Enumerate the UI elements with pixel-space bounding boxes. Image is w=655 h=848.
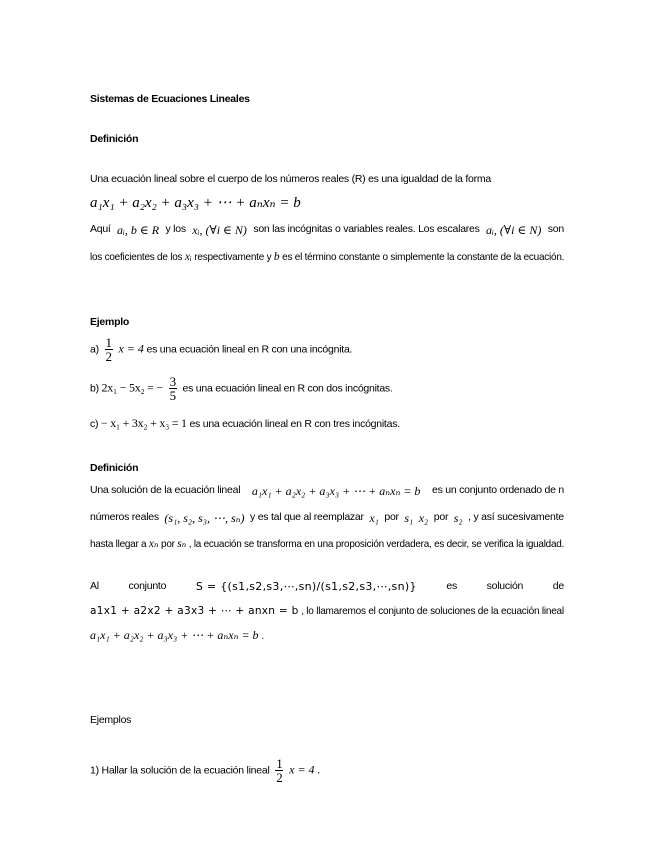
sol3-text-2: , la ecuación se transforma en una proposición verdadera, es decir, se verifica la igualdad.: [188, 538, 565, 550]
definition-heading-1: Definición: [90, 133, 139, 145]
definition-line-aqui: [90, 223, 564, 238]
example-b-text: es una ecuación lineal en R con dos incógnitas.: [182, 382, 393, 395]
example-b-math: 2x₁ − 5x₂ = −: [101, 380, 163, 395]
coef-text-1: los coeficientes de los: [90, 251, 183, 263]
solution-set-expression: S = {(s1,s2,s3,⋯,sn)/(s1,s2,s3,⋯,sn)}: [195, 580, 417, 593]
coef-text-2: respectivamente y: [194, 251, 272, 263]
sol2-por-1: por: [384, 511, 399, 523]
aqui-math-2: xᵢ, (∀i ∈ N): [192, 223, 247, 237]
definition-line-coeficientes: [90, 249, 564, 264]
example-c: [90, 416, 400, 431]
example-a-fraction: [105, 336, 113, 363]
example-a-math: x = 4: [118, 341, 144, 356]
set-word-conjunto: conjunto: [128, 580, 167, 592]
examples-item-1-math: x = 4 .: [289, 762, 321, 777]
definition-intro: Una ecuación lineal sobre el cuerpo de los números reales (R) es una igualdad de la forma: [90, 173, 491, 185]
solution-set-text: , lo llamaremos el conjunto de soluciones de la ecuación lineal: [301, 605, 564, 617]
solution-def-line-2: [90, 511, 564, 526]
example-c-text: es una ecuación lineal en R con tres incógnitas.: [189, 418, 400, 430]
sol2-s2: s₂: [453, 511, 463, 525]
example-a-label: a): [90, 343, 99, 356]
solution-def-line-1: [90, 484, 564, 499]
example-a-text: es una ecuación lineal en R con una incógnita.: [146, 343, 353, 356]
fraction-numerator: 3: [169, 374, 176, 389]
sol2-text-2: y es tal que al reemplazar: [250, 511, 364, 523]
solution-set-line-3: [90, 628, 264, 643]
set-word-es: es: [446, 580, 457, 592]
sol2-s1: s₁: [404, 511, 414, 525]
example-b-label: b): [90, 382, 99, 395]
sol2-por-2: por: [433, 511, 449, 523]
fraction-numerator: 1: [105, 335, 112, 350]
definition-heading-2: Definición: [90, 462, 139, 474]
sol-math-1: a₁x₁ + a₂x₂ + a₃x₃ + ⋯ + aₙxₙ = b: [251, 484, 421, 498]
sol2-text-1: números reales: [90, 511, 159, 523]
set-word-al: Al: [90, 580, 99, 592]
fraction-denominator: 2: [105, 349, 112, 364]
sol-text-1: Una solución de la ecuación lineal: [90, 484, 241, 496]
coef-text-3: es el término constante o simplemente la constante de la ecuación.: [282, 251, 565, 263]
solution-set-equation-2: a₁x₁ + a₂x₂ + a₃x₃ + ⋯ + aₙxₙ = b: [90, 628, 259, 642]
coef-math-2: b: [273, 249, 280, 263]
sol-text-2: es un conjunto ordenado de n: [432, 484, 564, 496]
fraction-denominator: 5: [169, 388, 176, 403]
example-b-fraction: [169, 375, 177, 402]
set-word-solucion: solución: [486, 580, 524, 592]
sol2-x1: x₁: [369, 511, 379, 525]
solution-set-line-2: [90, 604, 564, 617]
sol2-x2: x₂: [418, 511, 429, 525]
sol3-por: por: [161, 538, 175, 550]
set-word-de: de: [552, 580, 564, 592]
general-linear-equation: a₁x₁ + a₂x₂ + a₃x₃ + ⋯ + aₙxₙ = b: [90, 195, 301, 211]
aqui-text-3: son: [547, 223, 564, 235]
sol3-sn: sₙ: [177, 536, 187, 550]
example-a: [90, 336, 352, 363]
fraction-numerator: 1: [276, 756, 283, 771]
example-c-label: c): [90, 418, 99, 430]
examples-item-1-fraction: [275, 757, 283, 784]
sol2-tuple: (s₁, s₂, s₃, ⋯, sₙ): [164, 511, 245, 525]
example-c-math: − x₁ + 3x₂ + x₃ = 1: [100, 416, 187, 430]
examples-item-1: [90, 757, 321, 784]
sol3-text-1: hasta llegar a: [90, 538, 147, 550]
coef-math-1: xᵢ: [184, 249, 192, 263]
aqui-math-1: aᵢ, b ∈ R: [117, 223, 160, 237]
examples-item-1-text: 1) Hallar la solución de la ecuación lineal: [90, 764, 270, 777]
solution-def-line-3: [90, 536, 564, 551]
document-title: Sistemas de Ecuaciones Lineales: [90, 93, 250, 105]
solution-set-line-1: [90, 580, 564, 593]
examples-heading: Ejemplos: [90, 714, 132, 726]
example-b: [90, 375, 393, 402]
sol3-xn: xₙ: [148, 536, 159, 550]
sol2-text-3: , y así sucesivamente: [468, 511, 564, 523]
solution-set-equation: a1x1 + a2x2 + a3x3 + ⋯ + anxn = b: [90, 604, 299, 617]
aqui-label: Aquí: [90, 223, 111, 235]
solution-set-end: .: [261, 630, 264, 642]
aqui-text-2: son las incógnitas o variables reales. Los escalares: [253, 223, 480, 235]
example-heading: Ejemplo: [90, 316, 130, 328]
fraction-denominator: 2: [276, 770, 283, 785]
aqui-text-1: y los: [165, 223, 186, 235]
aqui-math-3: aᵢ, (∀i ∈ N): [486, 223, 542, 237]
